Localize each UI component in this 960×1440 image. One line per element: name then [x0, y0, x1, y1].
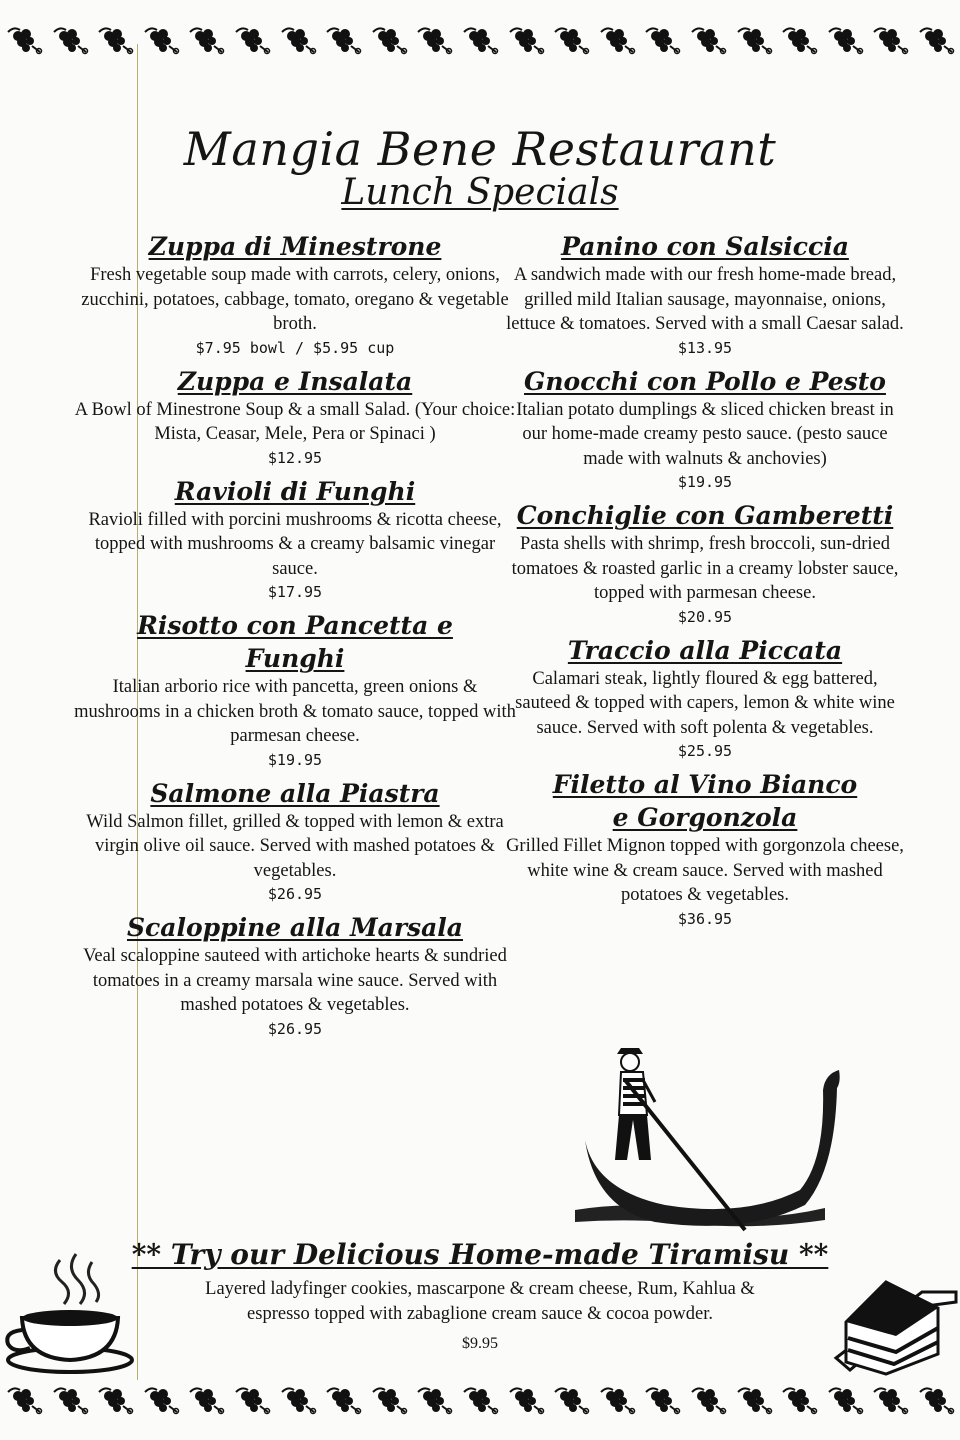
grape-cluster-icon — [186, 1382, 226, 1422]
menu-item-price: $20.95 — [677, 607, 733, 626]
restaurant-title: Mangia Bene Restaurant — [183, 122, 777, 176]
menu-item — [70, 777, 520, 906]
menu-item-description: Grilled Fillet Mignon topped with gorgonzola cheese, white wine & cream sauce. Served with mashed potatoes & vegetables. — [506, 836, 904, 905]
grape-cluster-icon — [870, 1382, 910, 1422]
menu-item-name: Risotto con Pancetta e Funghi — [137, 611, 453, 673]
menu-item-name: Zuppa di Minestrone — [148, 232, 442, 261]
coffee-cup-icon — [0, 1240, 140, 1380]
dessert-price: $9.95 — [462, 1335, 498, 1352]
menu-item-name: Gnocchi con Pollo e Pesto — [524, 366, 886, 396]
menu-item-price: $36.95 — [677, 909, 733, 928]
grape-cluster-icon — [414, 1382, 454, 1422]
grape-cluster-icon — [688, 1382, 728, 1422]
grape-cluster-icon — [232, 22, 272, 62]
menu-item-name: Conchiglie con Gamberetti — [516, 501, 894, 530]
menu-item-price: $7.95 bowl / $5.95 cup — [195, 338, 395, 357]
grape-cluster-icon — [4, 22, 44, 62]
grape-cluster-icon — [642, 1382, 682, 1422]
menu-item-price: $13.95 — [677, 338, 733, 357]
grape-cluster-icon — [323, 1382, 363, 1422]
grape-cluster-icon — [460, 22, 500, 62]
grape-cluster-icon — [779, 22, 819, 62]
menu-item-description: Ravioli filled with porcini mushrooms & ricotta cheese, topped with mushrooms & a creamy balsamic vinegar sauce. — [88, 509, 502, 579]
menu-subtitle: Lunch Specials — [341, 172, 619, 213]
grape-cluster-icon — [551, 22, 591, 62]
menu-item-name: Traccio alla Piccata — [567, 635, 843, 665]
menu-item-description: Italian arborio rice with pancetta, green onions & mushrooms in a chicken broth & tomato sauce, topped with parmesan cheese. — [74, 677, 516, 746]
grape-cluster-icon — [50, 22, 90, 62]
grape-cluster-icon — [916, 1382, 956, 1422]
bottom-decorative-border — [0, 1382, 960, 1422]
grape-cluster-icon — [323, 22, 363, 62]
grape-cluster-icon — [870, 22, 910, 62]
grape-cluster-icon — [460, 1382, 500, 1422]
dessert-description: Layered ladyfinger cookies, mascarpone & cream cheese, Rum, Kahlua & espresso topped with zabaglione cream sauce & cocoa powder. — [205, 1279, 755, 1324]
menu-item — [70, 365, 520, 469]
gondola-illustration — [555, 1040, 855, 1240]
menu-item — [505, 634, 905, 763]
menu-item-description: Fresh vegetable soup made with carrots, celery, onions, zucchini, potatoes, cabbage, tomato, oregano & vegetable broth. — [81, 265, 509, 334]
menu-item-description: A sandwich made with our fresh home-made bread, grilled mild Italian sausage, mayonnaise, onions, lettuce & tomatoes. Served with a small Caesar salad. — [506, 265, 904, 334]
menu-item — [505, 365, 905, 494]
right-menu-column — [505, 230, 905, 936]
cake-slice-icon — [826, 1262, 960, 1382]
grape-cluster-icon — [825, 1382, 865, 1422]
grape-cluster-icon — [916, 22, 956, 62]
grape-cluster-icon — [597, 22, 637, 62]
menu-item-price: $12.95 — [267, 448, 323, 467]
menu-item-price: $19.95 — [677, 473, 733, 491]
grape-cluster-icon — [414, 22, 454, 62]
menu-item-price: $17.95 — [267, 583, 323, 601]
menu-item-price: $26.95 — [267, 1019, 323, 1038]
grape-cluster-icon — [597, 1382, 637, 1422]
grape-cluster-icon — [506, 1382, 546, 1422]
grape-cluster-icon — [95, 1382, 135, 1422]
grape-cluster-icon — [642, 22, 682, 62]
menu-item — [505, 499, 905, 628]
menu-item-description: A Bowl of Minestrone Soup & a small Salad. (Your choice: Mista, Ceasar, Mele, Pera or Spinaci ) — [74, 399, 516, 444]
menu-item-name: Panino con Salsiccia — [561, 232, 849, 261]
menu-item-name: Scaloppine alla Marsala — [127, 913, 463, 942]
dessert-section — [0, 1238, 960, 1353]
grape-cluster-icon — [186, 22, 226, 62]
menu-item-name: Ravioli di Funghi — [174, 476, 416, 506]
menu-item-description: Pasta shells with shrimp, fresh broccoli, sun-dried tomatoes & roasted garlic in a creamy lobster sauce, topped with parmesan cheese. — [511, 534, 899, 603]
grape-cluster-icon — [369, 22, 409, 62]
grape-cluster-icon — [734, 22, 774, 62]
menu-item — [70, 911, 520, 1040]
top-decorative-border — [0, 22, 960, 62]
menu-item — [70, 230, 520, 359]
grape-cluster-icon — [141, 22, 181, 62]
menu-item-description: Calamari steak, lightly floured & egg battered, sauteed & topped with capers, lemon & white wine sauce. Served with soft polenta & vegetables. — [515, 668, 895, 738]
menu-item-name: Filetto al Vino Bianco e Gorgonzola — [552, 770, 858, 832]
grape-cluster-icon — [551, 1382, 591, 1422]
menu-item-description: Italian potato dumplings & sliced chicken breast in our home-made creamy pesto sauce. (pesto sauce made with walnuts & anchovies) — [516, 399, 894, 469]
grape-cluster-icon — [734, 1382, 774, 1422]
menu-item-price: $19.95 — [267, 750, 323, 769]
menu-item-description: Wild Salmon fillet, grilled & topped with lemon & extra virgin olive oil sauce. Served with mashed potatoes & vegetables. — [86, 811, 504, 881]
grape-cluster-icon — [825, 22, 865, 62]
grape-cluster-icon — [688, 22, 728, 62]
grape-cluster-icon — [141, 1382, 181, 1422]
left-menu-column — [70, 230, 520, 1046]
menu-item — [505, 230, 905, 359]
grape-cluster-icon — [95, 22, 135, 62]
menu-item — [505, 768, 905, 930]
menu-item — [70, 475, 520, 604]
grape-cluster-icon — [506, 22, 546, 62]
menu-item-price: $26.95 — [267, 885, 323, 903]
menu-item-name: Zuppa e Insalata — [177, 366, 413, 396]
grape-cluster-icon — [4, 1382, 44, 1422]
menu-item-price: $25.95 — [677, 742, 733, 760]
dessert-heading: ** Try our Delicious Home-made Tiramisu ** — [131, 1238, 829, 1271]
menu-item-description: Veal scaloppine sauteed with artichoke hearts & sundried tomatoes in a creamy marsala wine sauce. Served with mashed potatoes & vegetables. — [83, 946, 507, 1015]
menu-item-name: Salmone alla Piastra — [150, 778, 440, 808]
grape-cluster-icon — [232, 1382, 272, 1422]
grape-cluster-icon — [779, 1382, 819, 1422]
grape-cluster-icon — [278, 1382, 318, 1422]
grape-cluster-icon — [278, 22, 318, 62]
grape-cluster-icon — [369, 1382, 409, 1422]
grape-cluster-icon — [50, 1382, 90, 1422]
menu-item — [70, 609, 520, 771]
